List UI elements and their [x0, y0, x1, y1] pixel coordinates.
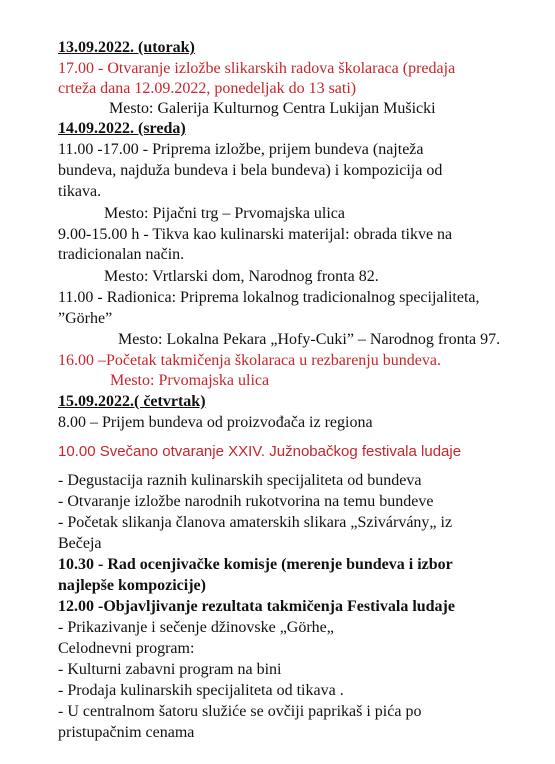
list-item: pristupačnim cenama [58, 724, 195, 741]
location-line: Mesto: Prvomajska ulica [110, 372, 270, 389]
program-heading: Celodnevni program: [58, 640, 195, 657]
event-line: 11.00 - Radionica: Priprema lokalnog tradicionalnog specijaliteta, [58, 289, 480, 306]
list-item: - Degustacija raznih kulinarskih specijaliteta od bundeva [58, 472, 422, 489]
location-line: Mesto: Lokalna Pekara „Hofy-Cuki” – Narodnog fronta 97. [118, 331, 501, 348]
opening-line [58, 442, 555, 462]
event-line: crteža dana 12.09.2022, ponedeljak do 13 sati) [58, 80, 357, 97]
date-heading-wednesday: 14.09.2022. (sreda) [58, 120, 186, 137]
list-item: Bečeja [58, 535, 102, 552]
location-line: Mesto: Vrtlarski dom, Narodnog fronta 82. [104, 268, 379, 285]
list-item: - Kulturni zabavni program na bini [58, 661, 282, 678]
bold-event-line: 10.30 - Rad ocenjivačke komisje (merenje bundeva i izbor [58, 556, 453, 573]
date-heading-tuesday: 13.09.2022. (utorak) [58, 39, 195, 56]
event-line: ”Görhe” [58, 310, 113, 327]
event-line: 16.00 –Početak takmičenja školaraca u rezbarenju bundeva. [58, 352, 441, 369]
event-line: tradicionalan način. [58, 246, 185, 263]
opening-line-text: 10.00 Svečano otvaranje XXIV. Južnobačkog festivala ludaje [58, 443, 462, 460]
bold-event-line: najlepše kompozicije) [58, 577, 206, 594]
list-item: - Prodaja kulinarskih specijaliteta od tikava . [58, 682, 344, 699]
event-line: 8.00 – Prijem bundeva od proizvođača iz regiona [58, 414, 373, 431]
list-item: - Početak slikanja članova amaterskih slikara „Szivárvány„ iz [58, 514, 453, 531]
event-line: 9.00-15.00 h - Tikva kao kulinarski materijal: obrada tikve na [58, 226, 453, 243]
bold-event-line: 12.00 -Objavljivanje rezultata takmičenja Festivala ludaje [58, 598, 455, 615]
location-line: Mesto: Pijačni trg – Prvomajska ulica [104, 205, 346, 222]
location-line: Mesto: Galerija Kulturnog Centra Lukijan Mušicki [109, 100, 436, 117]
event-line: 17.00 - Otvaranje izložbe slikarskih radova školaraca (predaja [58, 60, 456, 77]
event-line: tikava. [58, 183, 102, 200]
list-item: - Otvaranje izložbe narodnih rukotvorina na temu bundeve [58, 493, 434, 510]
date-heading-thursday: 15.09.2022.( četvrtak) [58, 393, 206, 410]
event-line: bundeva, najduža bundeva i bela bundeva) i kompozicija od [58, 162, 443, 179]
event-line: 11.00 -17.00 - Priprema izložbe, prijem bundeva (najteža [58, 141, 424, 158]
list-item: - U centralnom šatoru služiće se ovčiji paprikaš i pića po [58, 703, 422, 720]
list-item: - Prikazivanje i sečenje džinovske „Görhe„ [58, 619, 334, 636]
